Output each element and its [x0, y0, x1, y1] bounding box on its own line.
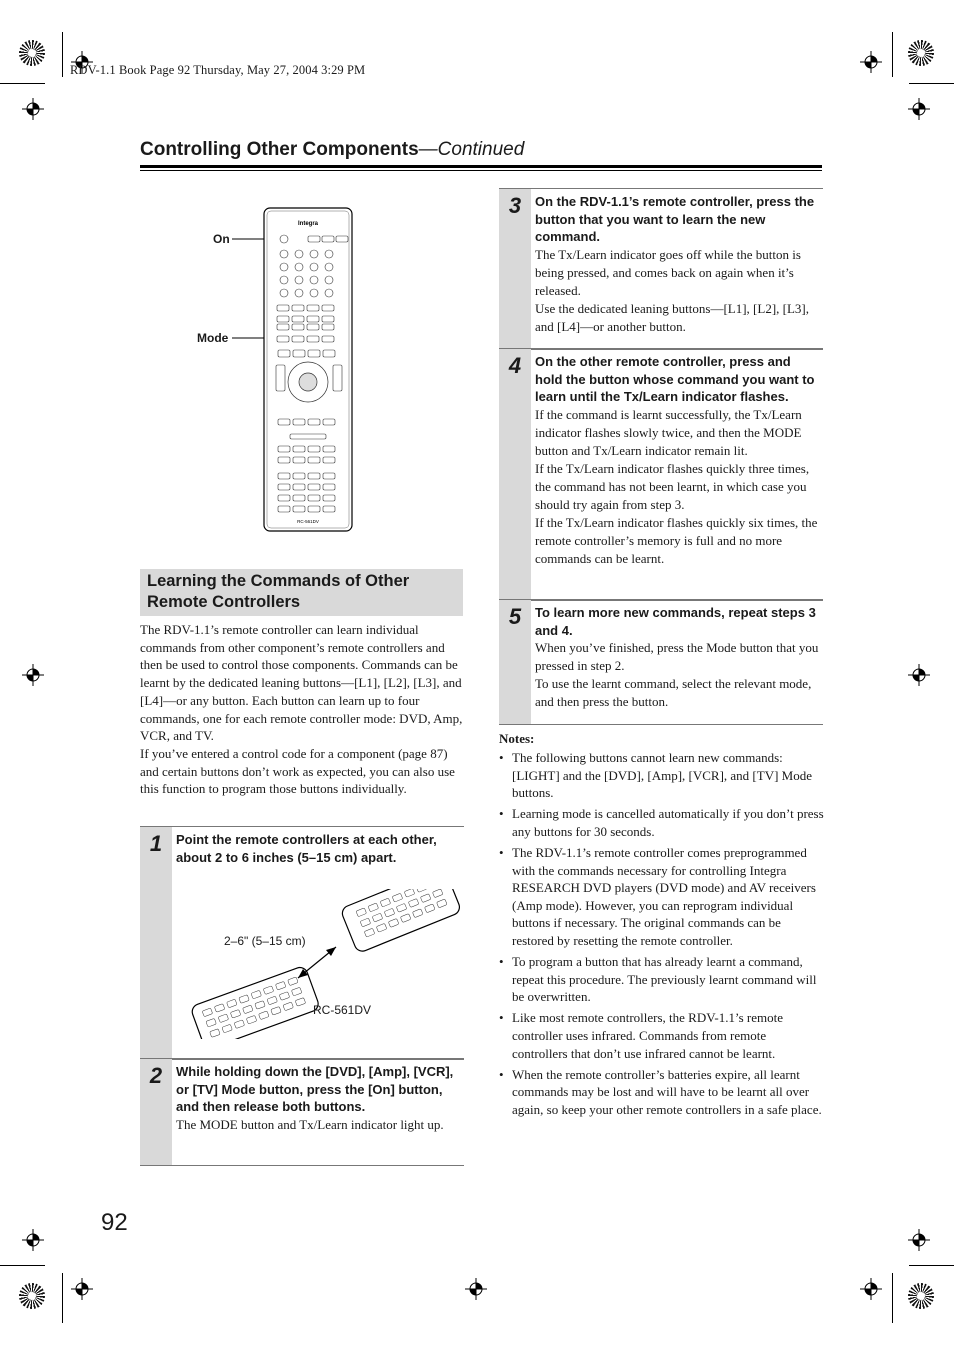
remote-model: RC-561DV: [297, 519, 319, 524]
color-bar-icon: [19, 40, 45, 66]
note-item: • Learning mode is cancelled automatically if you don’t press any buttons for 30 seconds.: [499, 805, 824, 840]
title-rule-thin: [140, 170, 822, 171]
note-item: • When the remote controller’s batteries expire, all learnt commands may be lost and will have to be learnt all over again, so keep your other remote controllers in a safe place.: [499, 1066, 824, 1119]
step-5: [499, 599, 823, 725]
mode-label: Mode: [197, 331, 229, 345]
step-paragraph: If the command is learnt successfully, the Tx/Learn indicator flashes slowly twice, and then the MODE button and Tx/Learn indicator remain lit.: [535, 407, 802, 459]
registration-mark-icon: [860, 1278, 882, 1300]
figure-model-label: RC-561DV: [313, 1003, 372, 1017]
step-number: 3: [499, 189, 531, 349]
step-heading: Point the remote controllers at each other, about 2 to 6 inches (5–15 cm) apart.: [176, 832, 437, 865]
note-item: • The following buttons cannot learn new commands: [LIGHT] and the [DVD], [Amp], [VCR], and [TV] Mode buttons.: [499, 749, 824, 802]
title-rule: [140, 165, 822, 168]
intro-paragraph: If you’ve entered a control code for a component (page 87) and certain buttons don’t work as expected, you can also use this function to program those buttons individually.: [140, 745, 455, 797]
color-bar-icon: [19, 1283, 45, 1309]
step-4: [499, 348, 823, 601]
registration-mark-icon: [465, 1278, 487, 1300]
intro-paragraph: The RDV-1.1’s remote controller can learn individual commands from other component’s remote controllers and then be used to control those components. Commands can be learnt by the dedicated leaning buttons—[L1], [L2], [L3], and [L4]—or any button. Each button can learn up to four commands, one for each remote controller mode: DVD, Amp, VCR, and TV.: [140, 622, 463, 744]
registration-mark-icon: [22, 1229, 44, 1251]
color-bar-icon: [908, 40, 934, 66]
color-bar-icon: [908, 1283, 934, 1309]
registration-mark-icon: [71, 1278, 93, 1300]
section-heading: Learning the Commands of Other Remote Controllers: [147, 572, 410, 611]
notes-title: Notes:: [499, 731, 535, 746]
page-number: 92: [101, 1209, 128, 1236]
note-item: • To program a button that has already learnt a command, repeat this procedure. The previously learnt command will be overwritten.: [499, 953, 824, 1006]
registration-mark-icon: [860, 51, 882, 73]
registration-mark-icon: [22, 664, 44, 686]
step-paragraph: When you’ve finished, press the Mode button that you pressed in step 2.: [535, 640, 819, 674]
step-1: [140, 826, 464, 1060]
section-heading-box: [140, 569, 463, 616]
step-number: 2: [140, 1059, 172, 1165]
registration-mark-icon: [908, 1229, 930, 1251]
page-title: [140, 139, 524, 161]
registration-mark-icon: [908, 664, 930, 686]
remote-controller-illustration: [230, 205, 360, 535]
step-paragraph: The Tx/Learn indicator goes off while the button is being pressed, and comes back on again when it’s released.: [535, 247, 801, 299]
registration-mark-icon: [908, 98, 930, 120]
remote-brand: Integra: [297, 221, 319, 227]
step-number: 1: [140, 827, 172, 1059]
note-item: • The RDV-1.1’s remote controller comes preprogrammed with the commands necessary for controlling Integra RESEARCH DVD players (DVD mode) and AV receivers (Amp mode). However, you can reprogram individual buttons if necessary. The original commands can be restored by resetting the remote controller.: [499, 844, 824, 950]
step-number: 5: [499, 600, 531, 724]
step-heading: On the RDV-1.1’s remote controller, press the button that you want to learn the new command.: [535, 194, 815, 245]
notes-list: [499, 749, 824, 1122]
page-title-main: Controlling Other Components: [140, 139, 419, 160]
on-label: On: [213, 232, 230, 246]
step-2: [140, 1058, 464, 1166]
step-paragraph: The MODE button and Tx/Learn indicator light up.: [176, 1117, 444, 1133]
step-heading: To learn more new commands, repeat steps 3 and 4.: [535, 605, 816, 638]
step-heading: While holding down the [DVD], [Amp], [VCR], or [TV] Mode button, press the [On] button, and then release both buttons.: [176, 1064, 454, 1115]
step-paragraph: If the Tx/Learn indicator flashes quickly three times, the command has not been learnt, in which case you should try again from step 3.: [535, 461, 810, 513]
registration-mark-icon: [22, 98, 44, 120]
note-item: • Like most remote controllers, the RDV-1.1’s remote controller uses infrared. Commands from remote controllers that don’t use infrared cannot be learnt.: [499, 1009, 824, 1062]
distance-label: 2–6" (5–15 cm): [224, 934, 306, 948]
step-paragraph: If the Tx/Learn indicator flashes quickly six times, the remote controller’s memory is full and no more commands can be learnt.: [535, 515, 818, 567]
intro-text: [140, 621, 464, 798]
step-paragraph: To use the learnt command, select the relevant mode, and then press the button.: [535, 676, 812, 710]
page-title-continued: —Continued: [418, 139, 525, 160]
step-3: [499, 188, 823, 350]
step-paragraph: Use the dedicated leaning buttons—[L1], [L2], [L3], and [L4]—or another button.: [535, 301, 809, 335]
step-heading: On the other remote controller, press and hold the button whose command you want to learn until the Tx/Learn indicator flashes.: [535, 354, 815, 405]
print-header: RDV-1.1 Book Page 92 Thursday, May 27, 2004 3:29 PM: [70, 63, 366, 77]
step-number: 4: [499, 349, 531, 600]
